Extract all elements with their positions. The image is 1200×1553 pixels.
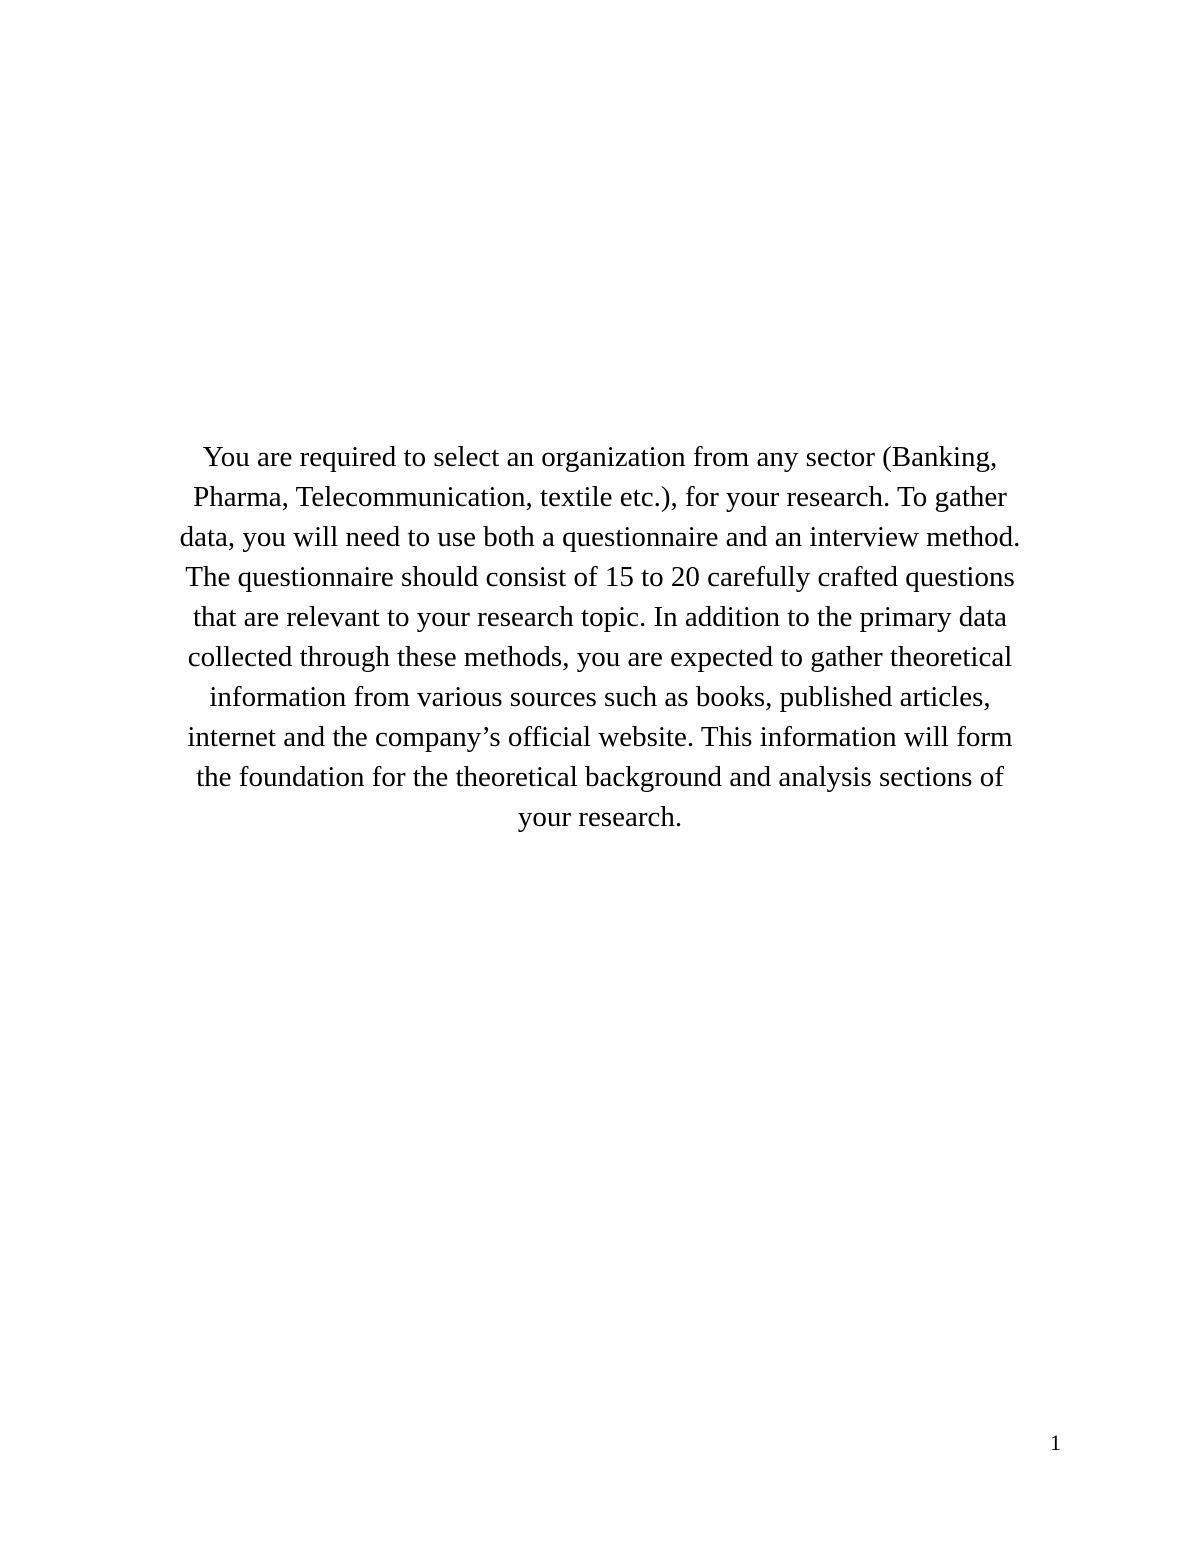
paragraph-line: You are required to select an organization from any sector (Banking, [202, 441, 998, 473]
paragraph-line: your research. [517, 801, 683, 833]
paragraph-line: data, you will need to use both a questionnaire and an interview method. [179, 521, 1021, 553]
paragraph-line: information from various sources such as books, published articles, [209, 681, 991, 713]
assignment-paragraph [100, 437, 1100, 837]
paragraph-line: collected through these methods, you are expected to gather theoretical [187, 641, 1013, 673]
page-number: 1 [1050, 1430, 1061, 1455]
paragraph-line: internet and the company’s official website. This information will form [187, 721, 1013, 753]
paragraph-line: that are relevant to your research topic. In addition to the primary data [192, 601, 1008, 633]
paragraph-line: Pharma, Telecommunication, textile etc.), for your research. To gather [193, 481, 1007, 513]
paragraph-line: the foundation for the theoretical background and analysis sections of [196, 761, 1004, 793]
paragraph-line: The questionnaire should consist of 15 to 20 carefully crafted questions [185, 561, 1015, 593]
